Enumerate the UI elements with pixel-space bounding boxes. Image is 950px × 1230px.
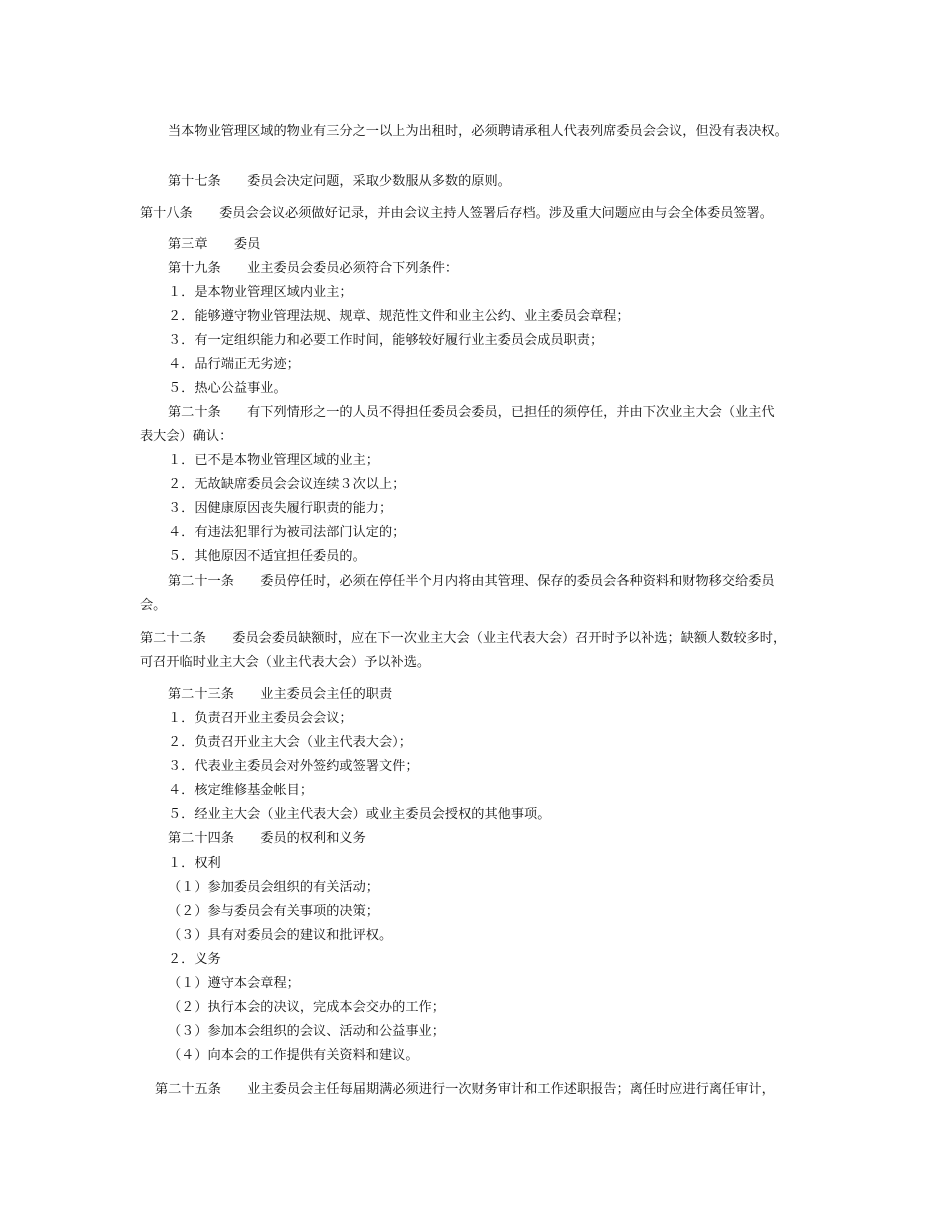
list-item: １．负责召开业主委员会会议； [168,711,353,726]
list-item: ４．有违法犯罪行为被司法部门认定的； [168,525,406,540]
list-item: ４．核定维修基金帐目； [168,783,314,798]
list-item: ２．无故缺席委员会会议连续３次以上； [168,477,406,492]
list-item: １．已不是本物业管理区域的业主； [168,453,379,468]
article-23: 第二十三条 业主委员会主任的职责 [168,687,393,702]
article-19: 第十九条 业主委员会委员必须符合下列条件： [168,261,459,276]
article-21-cont: 会。 [140,598,167,613]
list-item: （２）执行本会的决议，完成本会交办的工作； [168,1000,445,1015]
list-item: ２．义务 [168,952,221,967]
list-item: ３．有一定组织能力和必要工作时间，能够较好履行业主委员会成员职责； [168,333,604,348]
article-24: 第二十四条 委员的权利和义务 [168,831,366,846]
list-item: ５．热心公益事业。 [168,381,287,396]
list-item: （２）参与委员会有关事项的决策； [168,904,379,919]
list-item: （１）参加委员会组织的有关活动； [168,880,379,895]
list-item: ３．因健康原因丧失履行职责的能力； [168,501,393,516]
paragraph-line: 当本物业管理区域的物业有三分之一以上为出租时，必须聘请承租人代表列席委员会会议，但没有表决权。 [168,124,788,139]
article-20: 第二十条 有下列情形之一的人员不得担任委员会委员，已担任的须停任，并由下次业主大会（业主代 [168,405,775,420]
list-item: ５．经业主大会（业主代表大会）或业主委员会授权的其他事项。 [168,807,551,822]
list-item: （３）参加本会组织的会议、活动和公益事业； [168,1024,445,1039]
article-25: 第二十五条 业主委员会主任每届期满必须进行一次财务审计和工作述职报告；离任时应进行离任审计， [155,1082,775,1097]
article-20-cont: 表大会）确认： [140,429,233,444]
list-item: （３）具有对委员会的建议和批评权。 [168,928,393,943]
list-item: ２．负责召开业主大会（业主代表大会）； [168,735,412,750]
article-22-cont: 可召开临时业主大会（业主代表大会）予以补选。 [140,655,431,670]
list-item: ３．代表业主委员会对外签约或签署文件； [168,759,419,774]
list-item: （４）向本会的工作提供有关资料和建议。 [168,1048,419,1063]
article-22: 第二十二条 委员会委员缺额时，应在下一次业主大会（业主代表大会）召开时予以补选；缺额人数较多时， [140,631,787,646]
list-item: （１）遵守本会章程； [168,976,300,991]
article-18: 第十八条 委员会会议必须做好记录，并由会议主持人签署后存档。涉及重大问题应由与会全体委员签署。 [140,206,773,221]
list-item: ５．其他原因不适宜担任委员的。 [168,549,366,564]
article-17: 第十七条 委员会决定问题，采取少数服从多数的原则。 [168,174,511,189]
list-item: ４．品行端正无劣迹； [168,357,300,372]
list-item: １．是本物业管理区域内业主； [168,285,353,300]
chapter-heading: 第三章 委员 [168,237,261,252]
list-item: ２．能够遵守物业管理法规、规章、规范性文件和业主公约、业主委员会章程； [168,309,630,324]
article-21: 第二十一条 委员停任时，必须在停任半个月内将由其管理、保存的委员会各种资料和财物移交给委员 [168,574,775,589]
list-item: １．权利 [168,856,221,871]
